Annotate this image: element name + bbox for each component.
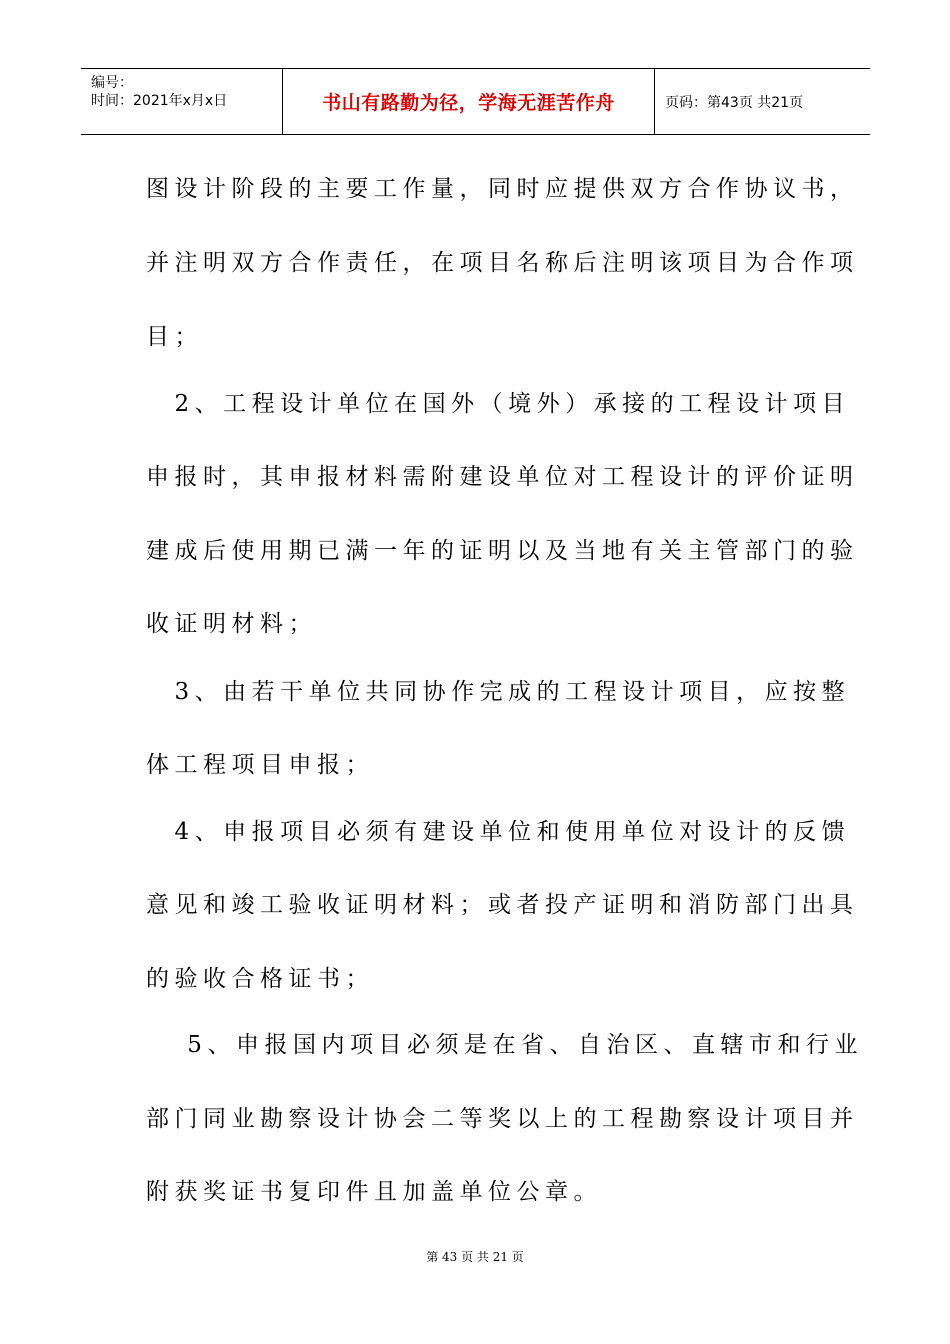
body-line: 3、由若干单位共同协作完成的工程设计项目，应按整 — [146, 679, 851, 705]
header-meta — [81, 69, 283, 134]
header-page-code-cell — [655, 69, 870, 134]
body-line: 意见和竣工验收证明材料；或者投产证明和消防部门出具 — [146, 892, 859, 918]
body-line: 并注明双方合作责任，在项目名称后注明该项目为合作项 — [146, 250, 859, 276]
page-code: 页码：第43页 共21页 — [665, 94, 804, 111]
time-label: 时间：2021年x月x日 — [91, 93, 228, 109]
page-header — [81, 68, 870, 135]
body-line: 部门同业勘察设计协会二等奖以上的工程勘察设计项目并 — [146, 1106, 859, 1132]
body-line: 申报时，其申报材料需附建设单位对工程设计的评价证明 — [146, 464, 859, 490]
body-line: 2、工程设计单位在国外（境外）承接的工程设计项目 — [146, 391, 851, 417]
body-line: 收证明材料； — [146, 611, 317, 637]
number-label: 编号： — [91, 75, 133, 91]
page-footer — [0, 1248, 950, 1265]
motto-text: 书山有路勤为径，学海无涯苦作舟 — [322, 92, 615, 114]
footer-page-number: 第 43 页 共 21 页 — [426, 1250, 524, 1264]
body-line: 的验收合格证书； — [146, 966, 374, 992]
body-line: 体工程项目申报； — [146, 752, 374, 778]
body-line: 目； — [146, 324, 203, 350]
body-line: 附获奖证书复印件且加盖单位公章。 — [146, 1179, 602, 1205]
header-motto-cell — [283, 69, 655, 134]
body-line: 图设计阶段的主要工作量，同时应提供双方合作协议书， — [146, 176, 859, 202]
body-line: 5、申报国内项目必须是在省、自治区、直辖市和行业 — [146, 1032, 863, 1058]
body-line: 4、申报项目必须有建设单位和使用单位对设计的反馈 — [146, 819, 851, 845]
body-line: 建成后使用期已满一年的证明以及当地有关主管部门的验 — [146, 538, 859, 564]
